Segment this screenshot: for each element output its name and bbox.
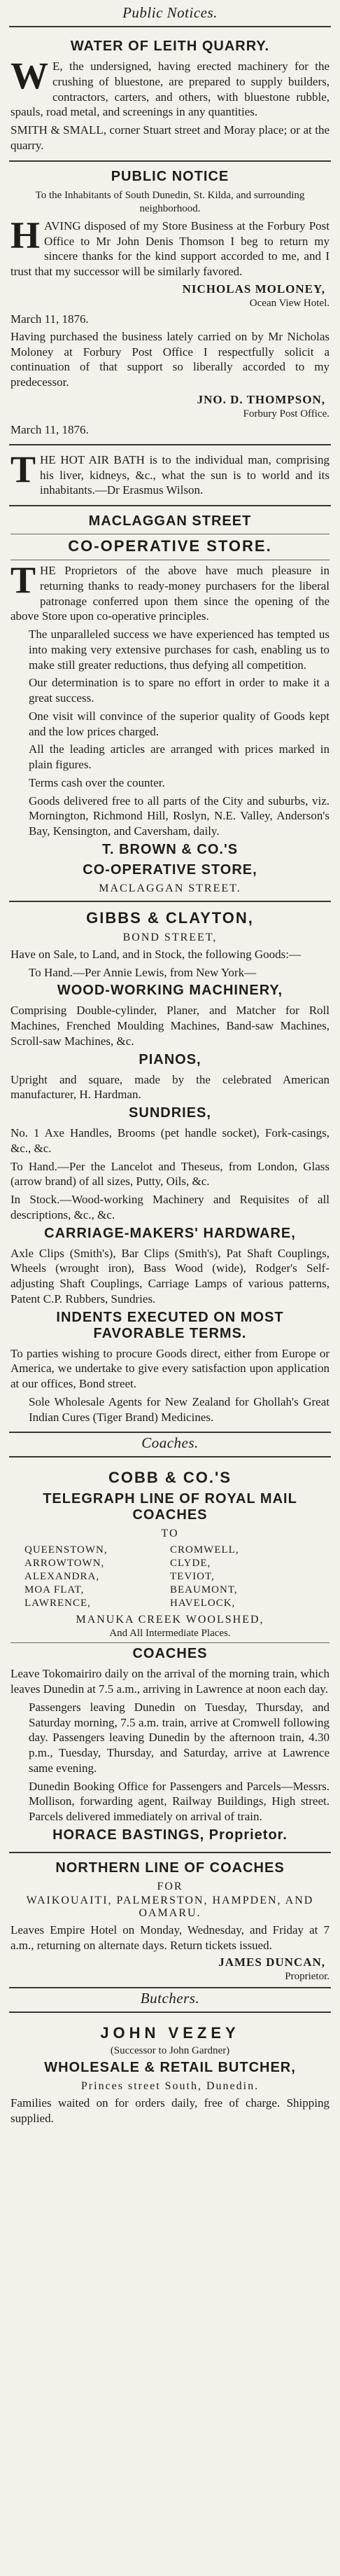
- ad-title: COBB & CO.'S: [108, 1469, 232, 1487]
- divider: [9, 26, 331, 27]
- ad-john-vezey: [9, 2017, 331, 2133]
- signature: JNO. D. THOMPSON,: [197, 392, 325, 406]
- ad-paragraph: Terms cash over the counter.: [29, 775, 165, 789]
- newspaper-column: [9, 0, 331, 2140]
- ad-subtitle: TELEGRAPH LINE OF ROYAL MAIL COACHES: [43, 1491, 297, 1523]
- ad-body: THE Proprietors of the above have much pleasure in returning thanks to ready-money purchasers for the liberal patronage conferred upon them since the opening of the above Store upon co-operative principles.: [10, 559, 330, 623]
- ad-subheading: WOOD-WORKING MACHINERY,: [57, 983, 283, 999]
- ad-title: CO-OPERATIVE STORE.: [68, 537, 272, 555]
- ad-paragraph: No. 1 Axe Handles, Brooms (pet handle socket), Fork-casings, &c., &c.: [10, 1126, 330, 1155]
- ad-signature-street: MACLAGGAN STREET.: [99, 882, 241, 894]
- ad-paragraph: Upright and square, made by the celebrated American manufacturer, H. Hardman.: [10, 1072, 330, 1102]
- ad-paragraph: Our determination is to spare no effort in order to make it a great success.: [29, 676, 330, 705]
- ad-paragraph: To Hand.—Per the Lancelot and Theseus, from London, Glass (arrow brand) of all sizes, Putty, Oils, &c.: [10, 1159, 330, 1189]
- ad-paragraph: To Hand.—Per Annie Lewis, from New York—: [29, 965, 257, 979]
- ad-paragraph: Leaves Empire Hotel on Monday, Wednesday, and Friday at 7 a.m., returning on alternate days. Return tickets issued.: [10, 1923, 330, 1952]
- ad-subheading: COACHES: [132, 1646, 208, 1662]
- ad-body: W E, the undersigned, having erected machinery for the crushing of bluestone, are prepared to supply builders, contractors, carters, and others, with bluestone rubble, spauls, road metal, and screenings in any quantities.: [10, 55, 330, 119]
- place-item: HAVELOCK,: [170, 1598, 236, 1609]
- place-item: ARROWTOWN,: [24, 1558, 105, 1570]
- ad-gibbs-clayton: [9, 902, 331, 1434]
- signature: NICHOLAS MOLONEY,: [182, 282, 325, 296]
- section-heading-coaches: Coaches.: [141, 1434, 199, 1452]
- ad-paragraph: Axle Clips (Smith's), Bar Clips (Smith's), Pat Shaft Couplings, Wheels (wrought iron), Bass Wood (wide), Rodger's Self-adjusting Shaft Couplings, Carriage Lamps of various patterns, Patent C.P. Rubbers, Sundries.: [10, 1246, 330, 1306]
- divider: [9, 2011, 331, 2013]
- ad-body: Having purchased the business lately carried on by Mr Nicholas Moloney at Forbury Post Office I respectfully solicit a continuation of that support so liberally accorded to my predecessor.: [10, 329, 330, 389]
- ad-title: JOHN VEZEY: [100, 2024, 240, 2042]
- ad-paragraph: Sole Wholesale Agents for New Zealand for Ghollah's Great Indian Cures (Tiger Brand) Medicines.: [29, 1394, 330, 1424]
- ad-subheading: WHOLESALE & RETAIL BUTCHER,: [44, 2060, 296, 2076]
- ad-public-notice: [9, 162, 331, 445]
- ad-paragraph: One visit will convince of the superior quality of Goods kept and the low prices charged.: [29, 709, 330, 738]
- ad-body: THE HOT AIR BATH is to the individual man, comprising his liver, kidneys, &c., what the sun is to world and its inhabitants.—Dr Erasmus Wilson.: [10, 448, 330, 497]
- place-item: MANUKA CREEK WOOLSHED,: [76, 1614, 264, 1626]
- ad-paragraph: To parties wishing to procure Goods direct, either from Europe or America, we undertake to give every satisfaction upon application at our offices, Bond street.: [10, 1346, 330, 1391]
- place-item: CLYDE,: [170, 1558, 211, 1570]
- place-item: QUEENSTOWN,: [24, 1544, 108, 1556]
- ad-title: GIBBS & CLAYTON,: [86, 908, 254, 927]
- signature: JAMES DUNCAN,: [218, 1955, 325, 1969]
- date: March 11, 1876.: [10, 312, 89, 326]
- ad-paragraph: In Stock.—Wood-working Machinery and Requisites of all descriptions, &c., &c.: [10, 1193, 330, 1221]
- ad-paragraph: Families waited on for orders daily, free of charge. Shipping supplied.: [10, 2096, 330, 2126]
- ad-subtitle: WAIKOUAITI, PALMERSTON, HAMPDEN, AND OAMARU.: [26, 1894, 314, 1919]
- ad-subheading: INDENTS EXECUTED ON MOST FAVORABLE TERMS.: [56, 1309, 284, 1341]
- ad-hot-air-bath: [9, 445, 331, 506]
- signature-address: Ocean View Hotel.: [249, 297, 330, 309]
- ad-paragraph: Passengers leaving Dunedin on Tuesday, Thursday, and Saturday morning, 7.5 a.m. train, arrive at Cromwell following day. Passengers leaving Dunedin by the afternoon train, 4.30 p.m., Tuesday, Thursday, and Saturday, arrive at Lawrence same evening.: [29, 1700, 330, 1775]
- ad-subtitle: (Successor to John Gardner): [110, 2045, 230, 2057]
- ad-subheading: PIANOS,: [139, 1051, 201, 1067]
- ad-title: WATER OF LEITH QUARRY.: [70, 39, 270, 54]
- place-item: LAWRENCE,: [24, 1598, 91, 1609]
- section-heading-butchers: Butchers.: [140, 1990, 200, 2007]
- place-item: TEVIOT,: [170, 1571, 215, 1583]
- drop-cap: W: [10, 55, 48, 97]
- signature-address: Forbury Post Office.: [243, 408, 330, 420]
- place-item: ALEXANDRA,: [24, 1571, 100, 1583]
- place-item: CROMWELL,: [170, 1544, 239, 1556]
- divider: [10, 1642, 330, 1643]
- ad-body: HAVING disposed of my Store Business at the Forbury Post Office to Mr John Denis Thomson I beg to return my sincere thanks for the kind support accorded to me, and I trust that my successor will be similarly favored.: [10, 214, 330, 279]
- ad-paragraph: Dunedin Booking Office for Passengers and Parcels—Messrs. Mollison, forwarding agent, Railway Buildings, High street. Parcels delivered immediately on arrival of train.: [29, 1779, 330, 1824]
- ad-paragraph: Goods delivered free to all parts of the City and suburbs, viz. Mornington, Richmond Hill, Roslyn, N.E. Valley, Anderson's Bay, Kensington, and Caversham, daily.: [29, 794, 330, 838]
- signature-role: Proprietor.: [285, 1971, 330, 1983]
- ad-cobb-co: [9, 1462, 331, 1853]
- ad-paragraph: Comprising Double-cylinder, Planer, and Matcher for Roll Machines, Frenched Moulding Machines, Band-saw Machines, Scroll-saw Machines, &c.: [10, 1004, 330, 1048]
- ad-water-of-leith-quarry: [9, 32, 331, 162]
- ad-paragraph: The unparalleled success we have experienced has tempted us into making very extensive purchases for cash, enabling us to make still greater reductions, thus defying all competition.: [29, 628, 330, 672]
- ad-subheading: SUNDRIES,: [129, 1105, 211, 1121]
- place-item: MOA FLAT,: [24, 1584, 85, 1596]
- drop-cap: T: [10, 559, 36, 602]
- divider: [9, 1456, 331, 1457]
- ad-subtitle: To the Inhabitants of South Dunedin, St. Kilda, and surrounding neighborhood.: [35, 189, 305, 214]
- ad-signature: HORACE BASTINGS, Proprietor.: [52, 1827, 288, 1843]
- ad-paragraph: Leave Tokomairiro daily on the arrival of the morning train, which leaves Dunedin at 7.5 a.m., arriving in Lawrence at noon each day.: [10, 1667, 330, 1696]
- ad-address: Princes street South, Dunedin.: [80, 2080, 260, 2093]
- drop-cap: T: [10, 448, 36, 490]
- ad-signature: CO-OPERATIVE STORE,: [83, 861, 257, 878]
- place-item: BEAUMONT,: [170, 1584, 238, 1596]
- ad-title: PUBLIC NOTICE: [111, 168, 229, 184]
- drop-cap: H: [10, 214, 41, 256]
- ad-paragraph: All the leading articles are arranged with prices marked in plain figures.: [29, 742, 330, 772]
- ad-title: NORTHERN LINE OF COACHES: [55, 1860, 285, 1876]
- section-heading-public-notices: Public Notices.: [122, 4, 218, 21]
- ad-street: BOND STREET,: [122, 931, 218, 943]
- date: March 11, 1876.: [10, 422, 89, 436]
- ad-subheading: CARRIAGE-MAKERS' HARDWARE,: [44, 1225, 296, 1241]
- ad-note: And All Intermediate Places.: [109, 1628, 231, 1640]
- ad-co-operative-store: [9, 506, 331, 902]
- ad-body-address: SMITH & SMALL, corner Stuart street and Moray place; or at the quarry.: [10, 123, 330, 152]
- ad-northern-line: [9, 1853, 331, 1989]
- ad-signature: T. BROWN & CO.'S: [101, 841, 239, 857]
- ad-paragraph: Have on Sale, to Land, and in Stock, the following Goods:—: [10, 947, 302, 961]
- ad-street: MACLAGGAN STREET: [88, 513, 252, 529]
- ad-to: TO: [161, 1528, 179, 1540]
- places-list: [24, 1544, 316, 1609]
- ad-to: FOR: [157, 1880, 183, 1892]
